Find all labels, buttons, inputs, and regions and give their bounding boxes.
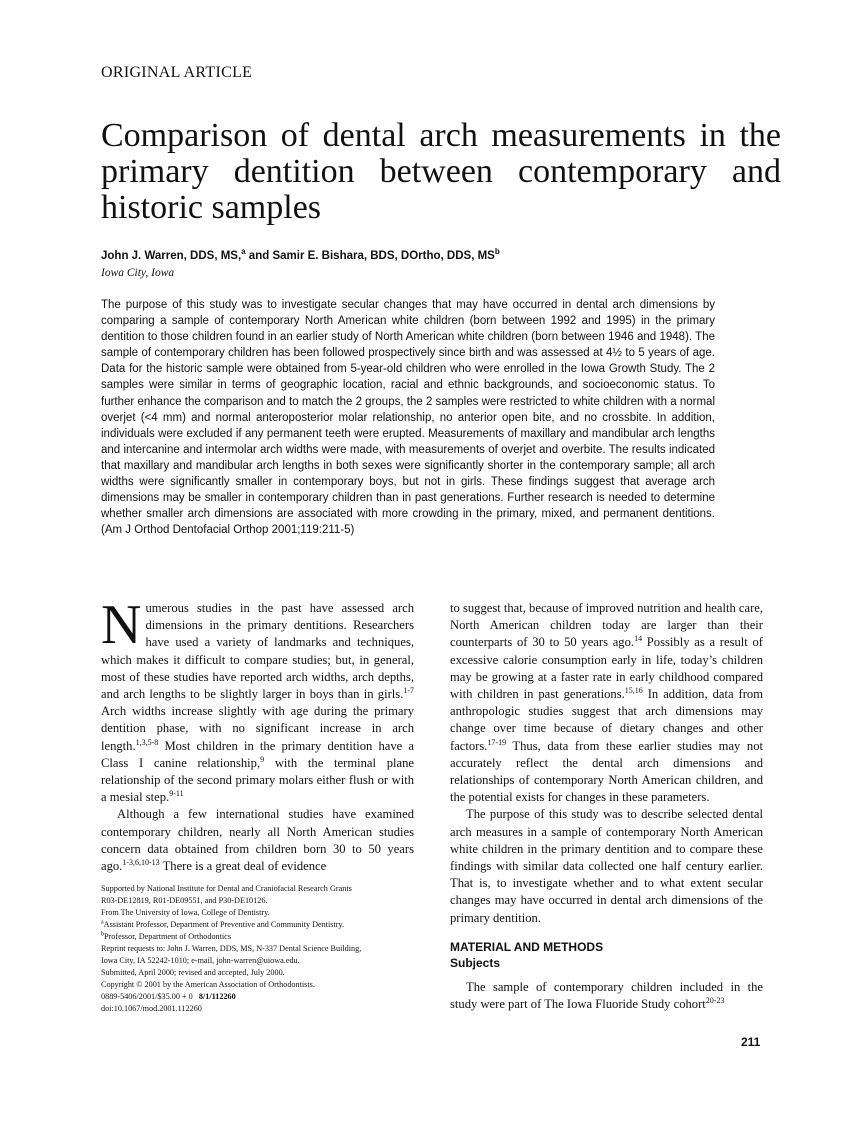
author-line bbox=[101, 247, 500, 262]
intro-paragraph-3 bbox=[450, 600, 763, 806]
paragraph-text: Although a few international studies have examined contemporary children, nearly all North American studies concern data obtained from children born 30 to 50 years ago. bbox=[101, 807, 414, 874]
footnote-issn bbox=[101, 991, 419, 1003]
author-1-affiliation-mark: a bbox=[241, 247, 246, 257]
body-column-left bbox=[101, 594, 414, 875]
footnote-affiliation-a bbox=[101, 919, 419, 931]
drop-cap: N bbox=[101, 594, 142, 656]
footnotes bbox=[101, 883, 419, 1015]
purpose-paragraph: The purpose of this study was to describe selected dental arch measures in a sample of contemporary North American white children in the primary dentition and to compare these findings with similar data collected one half century earlier. That is, to investigate whether and to what extent secular changes may have occurred in dental arch dimensions of the primary dentition. bbox=[450, 807, 763, 925]
paragraph-text: umerous studies in the past have assessed arch dimensions in the primary dentitions. Researchers have used a variety of landmarks and techniques, which makes it difficult to compare studies; but, in general, most of these studies have reported arch widths, arch depths, and arch lengths to be slightly larger in boys than in girls. bbox=[101, 601, 414, 702]
footnote-grants: R03-DE12819, R01-DE09551, and P30-DE10126. bbox=[101, 896, 268, 905]
footnote-text: Professor, Department of Orthodontics bbox=[104, 932, 232, 941]
issn-code: 8/1/112260 bbox=[198, 992, 236, 1001]
footnote-submitted: Submitted, April 2000; revised and accepted, July 2000. bbox=[101, 968, 285, 977]
citation: 1-7 bbox=[403, 685, 414, 695]
intro-paragraph-1 bbox=[101, 594, 414, 806]
footnote-affiliation-b bbox=[101, 931, 419, 943]
footnote-reprint-1: Reprint requests to: John J. Warren, DDS, MS, N-337 Dental Science Building, bbox=[101, 944, 362, 953]
abstract: The purpose of this study was to investigate secular changes that may have occurred in dental arch dimensions by comparing a sample of contemporary North American white children (born between 1992 and 1995) in the primary dentition to those children found in an earlier study of North American white children (born between 1946 and 1948). The sample of contemporary children has been followed prospectively since birth and was assessed at 4½ to 5 years of age. Data for the historic sample were obtained from 5-year-old children who were enrolled in the Iowa Growth Study. The 2 samples were similar in terms of geographic location, racial and ethnic backgrounds, and socioeconomic status. To further enhance the comparison and to match the 2 groups, the 2 samples were restricted to white children with a normal overjet (<4 mm) and normal anteroposterior molar relationship, no anterior open bite, and no crossbite. In addition, individuals were excluded if any permanent teeth were erupted. Measurements of maxillary and mandibular arch lengths and intercanine and intermolar arch widths were made, with measurements of overjet and overbite. The results indicated that maxillary and mandibular arch lengths in both sexes were significantly shorter in the contemporary sample; all arch widths were significantly smaller in contemporary boys, but not in girls. These findings suggest that average arch dimensions may be smaller in contemporary children than in past generations. Further research is needed to determine whether smaller arch dimensions are associated with more crowding in the primary, mixed, and permanent dentitions. (Am J Orthod Dentofacial Orthop 2001;119:211-5) bbox=[101, 299, 715, 537]
subheading-subjects: Subjects bbox=[450, 955, 501, 970]
paragraph-text: Most children in the primary dentition have a Class I canine relationship, bbox=[101, 738, 414, 770]
body-column-right bbox=[450, 600, 763, 1013]
footnote-doi: doi:10.1067/mod.2001.112260 bbox=[101, 1004, 202, 1013]
paragraph-text: There is a great deal of evidence bbox=[159, 859, 327, 874]
citation: 14 bbox=[634, 634, 643, 644]
section-heading-methods: MATERIAL AND METHODS bbox=[450, 939, 604, 954]
subjects-paragraph bbox=[450, 979, 763, 1013]
affiliation-mark: a bbox=[101, 919, 104, 926]
author-1: John J. Warren, DDS, MS, bbox=[101, 250, 242, 262]
citation: 9 bbox=[260, 754, 265, 764]
affiliation-mark: b bbox=[101, 931, 104, 938]
issn-text: 0889-5406/2001/$35.00 + 0 bbox=[101, 992, 193, 1001]
paragraph-text: with the terminal plane relationship of the second primary molars either flush or with a mesial step. bbox=[101, 755, 414, 805]
author-2-affiliation-mark: b bbox=[494, 247, 500, 257]
article-title: Comparison of dental arch measurements in the primary dentition between contemporary and historic samples bbox=[101, 117, 781, 226]
footnote-text: Assistant Professor, Department of Preventive and Community Dentistry. bbox=[103, 920, 345, 929]
intro-paragraph-2 bbox=[101, 806, 414, 875]
paragraph-text: The sample of contemporary children included in the study were part of The Iowa Fluoride Study cohort bbox=[450, 979, 763, 1012]
footnote-copyright: Copyright © 2001 by the American Association of Orthodontists. bbox=[101, 980, 315, 989]
author-location: Iowa City, Iowa bbox=[101, 267, 175, 279]
author-2: Samir E. Bishara, BDS, DOrtho, DDS, MS bbox=[272, 250, 495, 262]
paragraph-text: Possibly as a result of excessive calorie consumption early in life, today’s children may be growing at a faster rate in early childhood compared with children in past generations. bbox=[450, 635, 763, 702]
citation: 9-11 bbox=[169, 789, 184, 799]
page-number: 211 bbox=[741, 1035, 761, 1049]
citation: 15,16 bbox=[624, 685, 643, 695]
paragraph-text: Thus, data from these earlier studies may not accurately reflect the dental arch dimensions and relationships of contemporary North American children, and the potential exists for changes in these parameters. bbox=[450, 738, 763, 805]
citation: 1-3,6,10-13 bbox=[122, 857, 160, 867]
footnote-reprint-2: Iowa City, IA 52242-1010; e-mail, john-warren@uiowa.edu. bbox=[101, 956, 300, 965]
citation: 20-23 bbox=[705, 995, 725, 1005]
paragraph-text: to suggest that, because of improved nutrition and health care, North American children today are larger than their counterparts of 30 to 50 years ago. bbox=[450, 601, 763, 650]
author-conjunction: and bbox=[245, 250, 273, 262]
paragraph-text: Arch widths increase slightly with age during the primary dentition phase, with no significant increase in arch length. bbox=[101, 704, 414, 753]
footnote-support: Supported by National Institute for Dental and Craniofacial Research Grants bbox=[101, 884, 352, 893]
citation: 17-19 bbox=[487, 737, 507, 747]
paragraph-text: In addition, data from anthropologic studies suggest that arch dimensions may change over time because of dietary changes and other factors. bbox=[450, 687, 763, 753]
article-type-label: ORIGINAL ARTICLE bbox=[101, 64, 253, 81]
footnote-institution: From The University of Iowa, College of Dentistry. bbox=[101, 908, 270, 917]
citation: 1,3,5-8 bbox=[135, 737, 159, 747]
